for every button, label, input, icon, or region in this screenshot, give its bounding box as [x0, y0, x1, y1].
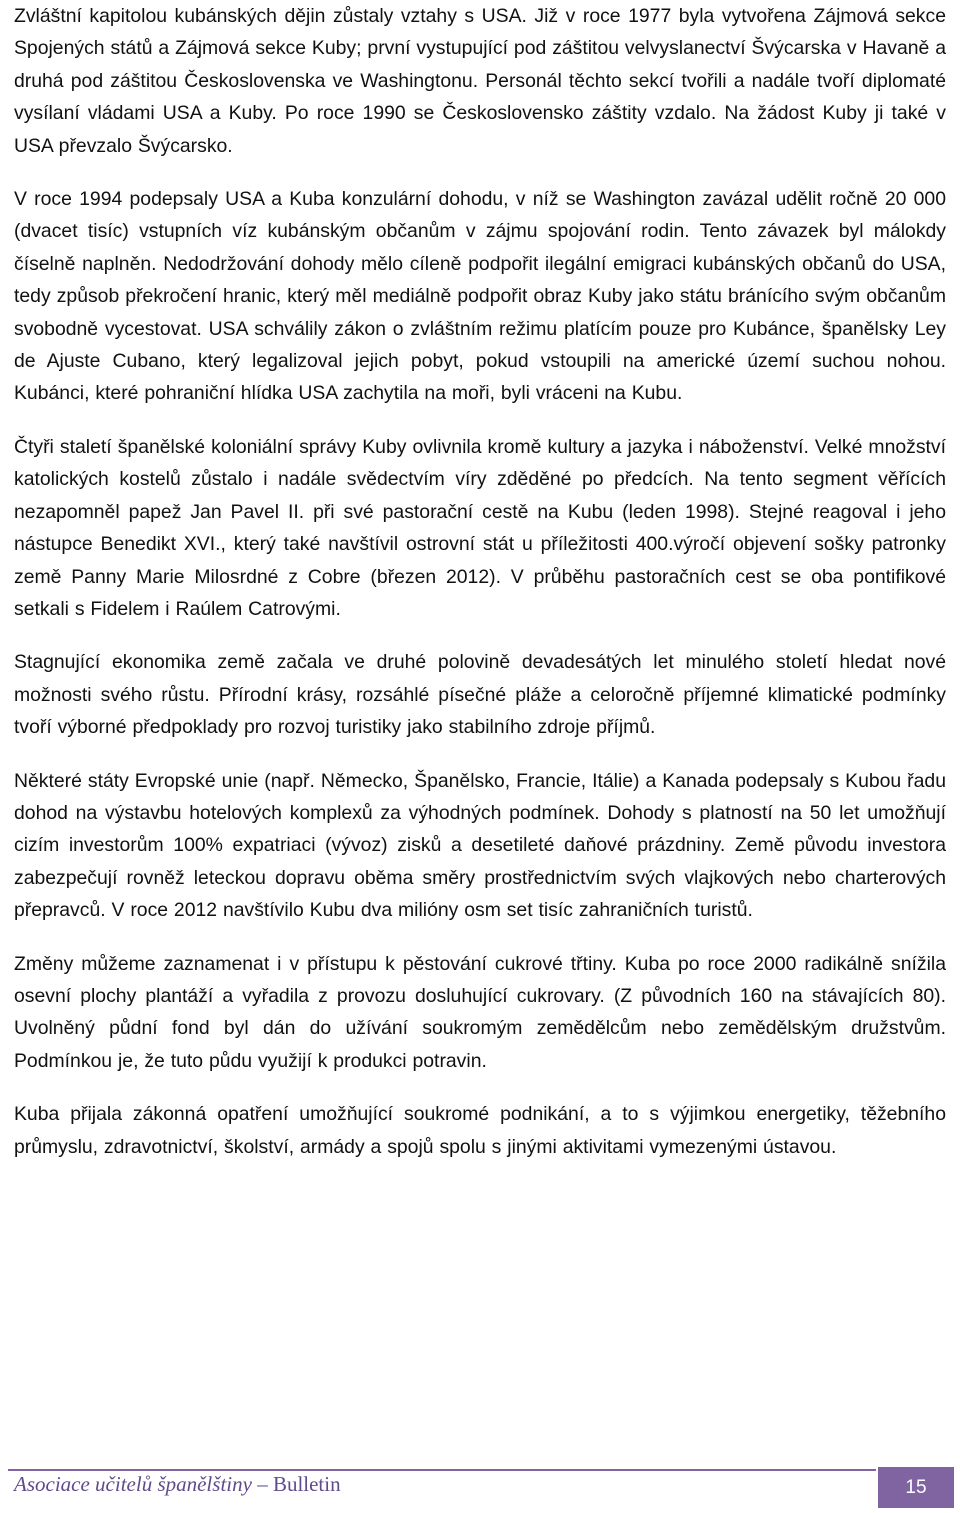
paragraph-religion: Čtyři staletí španělské koloniální správy Kuby ovlivnila kromě kultury a jazyka i náboženství. Velké množství katolických kostelů zůstalo i nadále svědectvím víry zděděné po předcích. Na tento segment věřících nezapomněl papež Jan Pavel II. při své pastorační cestě na Kubu (leden 1998). Stejné reagoval i jeho nástupce Benedikt XVI., který také navštívil ostrovní stát u příležitosti 400.výročí objevení sošky patronky země Panny Marie Milosrdné z Cobre (březen 2012). V průběhu pastoračních cest se oba pontifikové setkali s Fidelem i Raúlem Catrovými.: [14, 435, 946, 620]
paragraph-sugar-cane: Změny můžeme zaznamenat i v přístupu k pěstování cukrové třtiny. Kuba po roce 2000 radikálně snížila osevní plochy plantáží a vyřadila z provozu dosluhující cukrovary. (Z původních 160 na stávajících 80). Uvolněný půdní fond byl dán do užívání soukromým zemědělcům nebo zemědělským družstvům. Podmínkou je, že tuto půdu využijí k produkci potravin.: [14, 952, 946, 1072]
paragraph-economy-tourism: Stagnující ekonomika země začala ve druhé polovině devadesátých let minulého století hledat nové možnosti svého růstu. Přírodní krásy, rozsáhlé písečné pláže a celoročně příjemné klimatické podmínky tvoří výborné předpoklady pro rozvoj turistiky jako stabilního zdroje příjmů.: [14, 651, 946, 739]
paragraph-consular-agreement: V roce 1994 podepsaly USA a Kuba konzulární dohodu, v níž se Washington zavázal udělit ročně 20 000 (dvacet tisíc) vstupních víz kubánským občanům v zájmu spojování rodin. Tento závazek byl málokdy číselně naplněn. Nedodržování dohody mělo cíleně podpořit ilegální emigraci kubánských občanů do USA, tedy způsob překročení hranic, který měl mediálně podpořit obraz Kuby jako státu bránícího svým občanům svobodně vycestovat. USA schválily zákon o zvláštním režimu platícím pouze pro Kubánce, španělsky Ley de Ajuste Cubano, který legalizoval jejich pobyt, pokud vstoupili na americké území suchou nohou. Kubánci, které pohraniční hlídka USA zachytila na moři, byli vráceni na Kubu.: [14, 188, 946, 405]
page-footer: [0, 1463, 960, 1513]
paragraph-private-business: Kuba přijala zákonná opatření umožňující soukromé podnikání, a to s výjimkou energetiky, těžebního průmyslu, zdravotnictví, školství, armády a spojů spolu s jinými aktivitami vymezenými ústavou.: [14, 1103, 946, 1158]
paragraph-eu-agreements: Některé státy Evropské unie (např. Německo, Španělsko, Francie, Itálie) a Kanada podepsaly s Kubou řadu dohod na výstavbu hotelových komplexů za výhodných podmínek. Dohody s platností na 50 let umožňují cizím investorům 100% expatriaci (vývoz) zisků a desetileté daňové prázdniny. Země původu investora zabezpečují rovněž leteckou dopravu oběma směry prostřednictvím svých vlajkových nebo charterových přepravců. V roce 2012 navštívilo Kubu dva milióny osm set tisíc zahraničních turistů.: [14, 769, 946, 922]
page-number-badge: [878, 1467, 954, 1508]
footer-publication-title: [14, 1471, 341, 1497]
footer-title-bulletin: Bulletin: [272, 1472, 341, 1496]
footer-title-association: Asociace učitelů španělštiny: [14, 1472, 252, 1496]
article-body: [14, 0, 946, 1163]
footer-title-separator: –: [251, 1472, 273, 1496]
paragraph-usa-relations: Zvláštní kapitolou kubánských dějin zůstaly vztahy s USA. Již v roce 1977 byla vytvořena Zájmová sekce Spojených států a Zájmová sekce Kuby; první vystupující pod záštitou velvyslanectví Švýcarska v Havaně a druhá pod záštitou Československa ve Washingtonu. Personál těchto sekcí tvořili a nadále tvoří diplomaté vysílaní vládami USA a Kuby. Po roce 1990 se Československo záštity vzdalo. Na žádost Kuby ji také v USA převzalo Švýcarsko.: [14, 5, 946, 157]
page-number: 15: [905, 1477, 927, 1498]
